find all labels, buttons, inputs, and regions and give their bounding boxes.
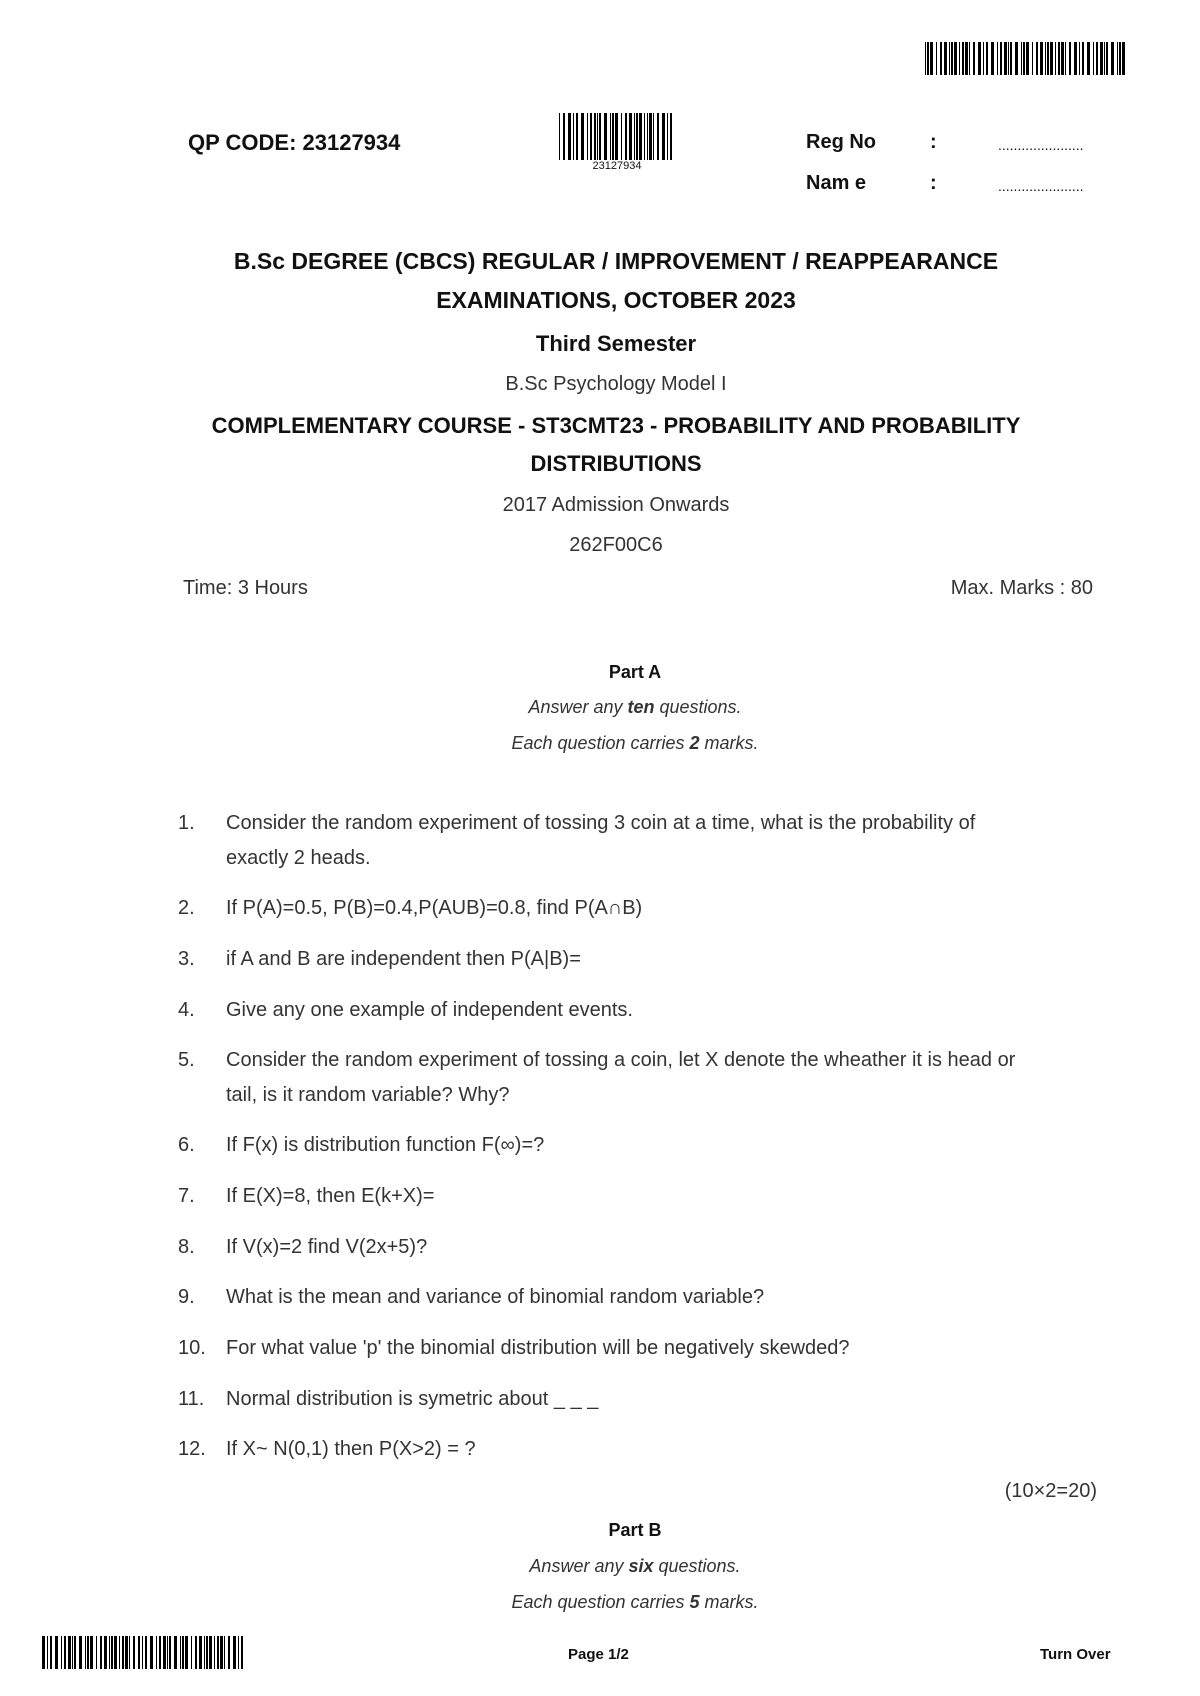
barcode-bar — [1004, 42, 1007, 75]
barcode-bar — [104, 1636, 107, 1669]
barcode-bar — [590, 113, 592, 160]
barcode-bar — [1079, 42, 1080, 75]
barcode-bar — [949, 42, 950, 75]
barcode-bar — [174, 1636, 177, 1669]
barcode-bar — [959, 42, 960, 75]
question-12 — [178, 1432, 1098, 1467]
question-text: tail, is it random variable? Why? — [226, 1084, 510, 1106]
question-text: If X~ N(0,1) then P(X>2) = ? — [226, 1438, 476, 1460]
question-9 — [178, 1280, 1098, 1315]
part-b-instr1-bold: six — [628, 1556, 654, 1576]
barcode-bar — [1021, 42, 1022, 75]
part-b-instruction-1 — [35, 1556, 1200, 1577]
barcode-bar — [1045, 42, 1046, 75]
barcode-bar — [965, 42, 968, 75]
barcode-bar — [61, 1636, 62, 1669]
part-a-marks-total: (10×2=20) — [1004, 1480, 1097, 1502]
question-text: Normal distribution is symetric about _ _ _ — [226, 1388, 599, 1410]
barcode-bar — [1010, 42, 1012, 75]
barcode-bar — [573, 113, 574, 160]
barcode-bar — [47, 1636, 48, 1669]
barcode-bar — [185, 1636, 188, 1669]
barcode-bar — [1008, 42, 1009, 75]
question-text: Consider the random experiment of tossing 3 coin at a time, what is the probability of — [226, 812, 976, 834]
barcode-bar — [214, 1636, 215, 1669]
question-text: If E(X)=8, then E(k+X)= — [226, 1185, 435, 1207]
barcode-bar — [587, 113, 588, 160]
question-number: 5. — [178, 1049, 195, 1071]
barcode-bar — [1100, 42, 1103, 75]
barcode-bar — [1119, 42, 1121, 75]
barcode-bar — [169, 1636, 171, 1669]
barcode-bar — [568, 113, 571, 160]
barcode-bar — [597, 113, 598, 160]
question-text: Give any one example of independent events. — [226, 999, 633, 1021]
barcode-bar — [64, 1636, 66, 1669]
barcode-bar — [55, 1636, 58, 1669]
barcode-bar — [662, 113, 665, 160]
name-label: Nam e — [806, 172, 867, 194]
barcode-bar — [228, 1636, 230, 1669]
barcode-bar — [1032, 42, 1033, 75]
question-number: 11. — [178, 1388, 205, 1410]
question-10 — [178, 1331, 1098, 1366]
barcode-bar — [1047, 42, 1049, 75]
course-title-line1: COMPLEMENTARY COURSE - ST3CMT23 - PROBABILITY AND PROBABILITY — [211, 413, 1021, 438]
part-b-instr2-bold: 5 — [689, 1592, 700, 1612]
barcode-bar — [657, 113, 659, 160]
part-a-heading: Part A — [608, 662, 662, 682]
program: B.Sc Psychology Model I — [505, 373, 727, 395]
barcode-bar — [142, 1636, 143, 1669]
barcode-bar — [180, 1636, 181, 1669]
barcode-bar — [1096, 42, 1098, 75]
question-4 — [178, 993, 1098, 1028]
barcode-bar — [209, 1636, 212, 1669]
barcode-bar — [87, 1636, 89, 1669]
question-number: 4. — [178, 999, 195, 1021]
part-a-instr2-bold: 2 — [689, 733, 700, 753]
barcode-bar — [199, 1636, 202, 1669]
barcode-bar — [636, 113, 638, 160]
center-barcode — [559, 113, 675, 160]
barcode-bar — [670, 113, 672, 160]
barcode-bar — [191, 1636, 192, 1669]
question-5 — [178, 1043, 1098, 1113]
question-number: 12. — [178, 1438, 206, 1460]
barcode-bar — [1069, 42, 1071, 75]
barcode-bar — [1023, 42, 1025, 75]
barcode-bar — [667, 113, 668, 160]
barcode-bar — [85, 1636, 86, 1669]
part-a-instr1-bold: ten — [627, 697, 655, 717]
barcode-bar — [1104, 42, 1105, 75]
question-2 — [178, 891, 1098, 926]
reg-no-label: Reg No — [806, 131, 876, 153]
part-b-instr2-post: marks. — [699, 1592, 759, 1612]
barcode-bar — [930, 42, 933, 75]
reg-no-colon: : — [930, 131, 937, 153]
question-text: Consider the random experiment of tossing a coin, let X denote the wheather it is head or — [226, 1049, 1016, 1071]
barcode-bar — [150, 1636, 153, 1669]
reg-no-value: ...................... — [998, 137, 1084, 153]
barcode-bar — [159, 1636, 161, 1669]
barcode-bar — [1061, 42, 1064, 75]
barcode-bar — [610, 113, 611, 160]
barcode-bar — [1040, 42, 1043, 75]
barcode-bar — [1122, 42, 1125, 75]
question-number: 10. — [178, 1337, 206, 1359]
barcode-bar — [125, 1636, 128, 1669]
semester: Third Semester — [535, 331, 697, 356]
barcode-bar — [220, 1636, 223, 1669]
barcode-bar — [1106, 42, 1108, 75]
barcode-bar — [206, 1636, 208, 1669]
paper-code: 262F00C6 — [569, 534, 663, 556]
barcode-bar — [604, 113, 607, 160]
question-number: 3. — [178, 948, 195, 970]
turn-over: Turn Over — [1040, 1646, 1111, 1663]
barcode-bar — [925, 42, 926, 75]
barcode-bar — [114, 1636, 117, 1669]
barcode-bar — [195, 1636, 197, 1669]
name-colon: : — [930, 172, 937, 194]
part-b-instr2-pre: Each question carries — [511, 1592, 690, 1612]
barcode-bar — [944, 42, 947, 75]
barcode-bar — [1055, 42, 1056, 75]
barcode-bar — [156, 1636, 157, 1669]
exam-title-line1: B.Sc DEGREE (CBCS) REGULAR / IMPROVEMENT / REAPPEARANCE — [233, 248, 999, 274]
max-marks: Max. Marks : 80 — [950, 577, 1093, 599]
barcode-bar — [224, 1636, 225, 1669]
barcode-bar — [594, 113, 597, 160]
barcode-bar — [615, 113, 618, 160]
barcode-bar — [649, 113, 652, 160]
barcode-bar — [978, 42, 981, 75]
barcode-bar — [1026, 42, 1029, 75]
barcode-bar — [612, 113, 614, 160]
barcode-bar — [233, 1636, 236, 1669]
question-text: For what value 'p' the binomial distribution will be negatively skewded? — [226, 1337, 850, 1359]
qp-code: QP CODE: 23127934 — [188, 130, 401, 155]
barcode-bar — [42, 1636, 45, 1669]
barcode-bar — [997, 42, 998, 75]
barcode-bar — [111, 1636, 113, 1669]
name-value: ...................... — [998, 178, 1084, 194]
part-a-instr2-pre: Each question carries — [511, 733, 690, 753]
barcode-bar — [109, 1636, 110, 1669]
question-number: 2. — [178, 897, 195, 919]
barcode-bar — [940, 42, 942, 75]
barcode-bar — [559, 113, 560, 160]
barcode-bar — [138, 1636, 141, 1669]
question-number: 6. — [178, 1134, 195, 1156]
barcode-bar — [634, 113, 635, 160]
barcode-bar — [1015, 42, 1018, 75]
barcode-bar — [96, 1636, 97, 1669]
barcode-bar — [119, 1636, 120, 1669]
barcode-bar — [936, 42, 937, 75]
part-b-instr1-pre: Answer any — [529, 1556, 629, 1576]
part-a-instr2-post: marks. — [699, 733, 759, 753]
top-right-barcode — [925, 42, 1130, 75]
question-number: 7. — [178, 1185, 195, 1207]
barcode-bar — [68, 1636, 71, 1669]
barcode-bar — [1065, 42, 1066, 75]
barcode-bar — [72, 1636, 73, 1669]
question-number: 1. — [178, 812, 195, 834]
barcode-bar — [100, 1636, 102, 1669]
part-b-instruction-2 — [35, 1592, 1200, 1613]
barcode-bar — [991, 42, 994, 75]
barcode-bar — [625, 113, 627, 160]
question-text: if A and B are independent then P(A|B)= — [226, 948, 581, 970]
barcode-bar — [644, 113, 645, 160]
part-a-instr1-post: questions. — [654, 697, 742, 717]
barcode-bar — [1111, 42, 1114, 75]
barcode-bar — [986, 42, 988, 75]
question-1 — [178, 806, 1098, 876]
barcode-bar — [621, 113, 622, 160]
time-allowed: Time: 3 Hours — [183, 577, 308, 599]
question-text: If V(x)=2 find V(2x+5)? — [226, 1236, 428, 1258]
question-6 — [178, 1128, 1098, 1163]
barcode-number: 23127934 — [592, 160, 642, 172]
barcode-bar — [1058, 42, 1060, 75]
barcode-bar — [241, 1636, 243, 1669]
barcode-bar — [1117, 42, 1118, 75]
barcode-bar — [983, 42, 984, 75]
part-b-instr1-post: questions. — [653, 1556, 741, 1576]
question-number: 9. — [178, 1286, 195, 1308]
barcode-bar — [50, 1636, 52, 1669]
barcode-bar — [962, 42, 964, 75]
question-3 — [178, 942, 1098, 977]
barcode-bar — [653, 113, 654, 160]
barcode-bar — [163, 1636, 166, 1669]
exam-title-line2: EXAMINATIONS, OCTOBER 2023 — [436, 287, 796, 313]
barcode-bar — [145, 1636, 147, 1669]
part-a-instr1-pre: Answer any — [528, 697, 628, 717]
barcode-bar — [927, 42, 929, 75]
barcode-bar — [1087, 42, 1090, 75]
barcode-bar — [1036, 42, 1038, 75]
barcode-bar — [1000, 42, 1002, 75]
barcode-bar — [182, 1636, 184, 1669]
barcode-bar — [563, 113, 565, 160]
barcode-bar — [217, 1636, 219, 1669]
question-8 — [178, 1230, 1098, 1265]
barcode-bar — [238, 1636, 239, 1669]
course-title-line2: DISTRIBUTIONS — [530, 451, 702, 476]
barcode-bar — [204, 1636, 205, 1669]
question-number: 8. — [178, 1236, 195, 1258]
barcode-bar — [951, 42, 953, 75]
question-7 — [178, 1179, 1098, 1214]
question-text: If P(A)=0.5, P(B)=0.4,P(AUB)=0.8, find P(A∩B) — [226, 897, 643, 919]
barcode-bar — [129, 1636, 130, 1669]
question-text: exactly 2 heads. — [226, 847, 371, 869]
barcode-bar — [1082, 42, 1084, 75]
barcode-bar — [581, 113, 584, 160]
barcode-bar — [74, 1636, 76, 1669]
question-11 — [178, 1382, 1098, 1417]
question-text: What is the mean and variance of binomial random variable? — [226, 1286, 765, 1308]
barcode-bar — [576, 113, 578, 160]
barcode-bar — [1050, 42, 1053, 75]
barcode-bar — [639, 113, 642, 160]
barcode-bar — [969, 42, 970, 75]
part-a-instruction-1 — [35, 697, 1200, 718]
part-b-heading: Part B — [608, 1520, 662, 1540]
page-number: Page 1/2 — [568, 1646, 629, 1663]
barcode-bar — [90, 1636, 93, 1669]
barcode-bar — [629, 113, 632, 160]
part-a-instruction-2 — [35, 733, 1200, 754]
barcode-bar — [973, 42, 975, 75]
barcode-bar — [1093, 42, 1094, 75]
admission: 2017 Admission Onwards — [502, 494, 730, 516]
barcode-bar — [1074, 42, 1077, 75]
barcode-bar — [954, 42, 957, 75]
question-text: If F(x) is distribution function F(∞)=? — [226, 1134, 545, 1156]
bottom-left-barcode — [42, 1636, 246, 1669]
barcode-bar — [122, 1636, 124, 1669]
barcode-bar — [599, 113, 601, 160]
barcode-bar — [79, 1636, 82, 1669]
barcode-bar — [647, 113, 649, 160]
barcode-bar — [133, 1636, 135, 1669]
barcode-bar — [167, 1636, 168, 1669]
